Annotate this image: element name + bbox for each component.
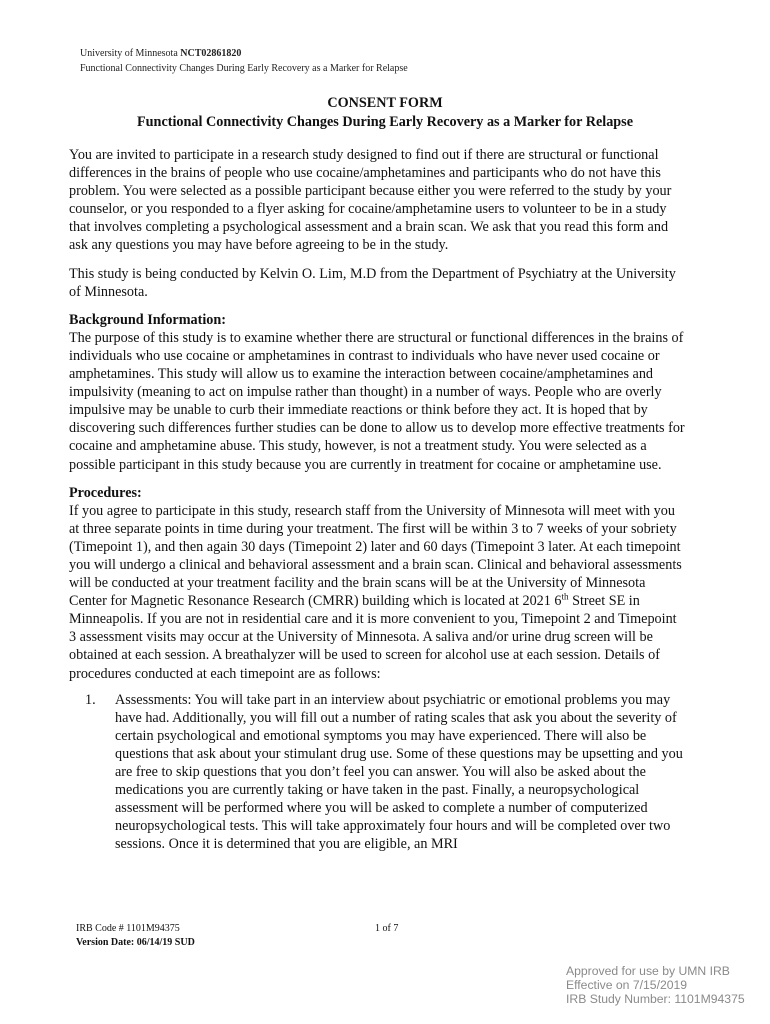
stamp-line-1: Approved for use by UMN IRB [566,964,730,978]
background-heading: Background Information: [69,311,227,328]
document-header [80,46,408,76]
irb-approval-stamp [566,964,745,1006]
list-item-number: 1. [85,691,96,708]
background-paragraph: The purpose of this study is to examine whether there are structural or functional differences in the brains of individuals who use cocaine or amphetamines in contrast to individuals who have never used cocaine or amphetamines. This study will allow us to examine the interaction between cocaine/amphetamines and impulsivity (meaning to act on impulse rather than thought) in a number of ways. People who are overly impulsive may be unable to curb their immediate reactions or think before they act. It is hoped that by discovering such differences further studies can be done to allow us to develop more effective treatments for cocaine and amphetamine abuse. This study, however, is not a treatment study. You were selected as a possible participant in this study because you are currently in treatment for cocaine or amphetamine use. [69,329,685,473]
footer-version-date: Version Date: 06/14/19 SUD [76,937,195,948]
list-item-text: Assessments: You will take part in an interview about psychiatric or emotional problems you may have had. Additionally, you will fill out a number of rating scales that ask you about the severity of certain psychological and emotional symptoms you may have experienced. There will also be questions that ask about your stimulant drug use. Some of these questions may be upsetting and you are free to skip questions that you don’t feel you can answer. You will also be asked about the medications you are currently taking or have taken in the past. Finally, a neuropsychological assessment will be performed where you will be asked to complete a number of computerized neuropsychological tests. This will take approximately four hours and will be completed over two sessions. Once it is determined that you are eligible, an MRI [115,691,683,853]
ordinal-superscript: th [561,591,569,602]
procedures-heading: Procedures: [69,484,142,501]
procedures-text-after: Street SE in Minneapolis. If you are not in residential care and it is more convenient to you, Timepoint 2 and Timepoint 3 assessment visits may occur at the University of Minnesota. A saliva and/or urine drug screen will be obtained at each session. A breathalyzer will be used to screen for alcohol use at each session. Details of procedures conducted at each timepoint are as follows: [69,593,677,682]
stamp-line-3: IRB Study Number: 1101M94375 [566,992,745,1006]
header-line-2: Functional Connectivity Changes During Early Recovery as a Marker for Relapse [80,63,408,74]
stamp-line-2: Effective on 7/15/2019 [566,978,688,992]
intro-paragraph-1: You are invited to participate in a research study designed to find out if there are structural or functional differences in the brains of people who use cocaine/amphetamines and participants who do not have this problem. You were selected as a possible participant because either you were referred to the study by your counselor, or you responded to a flyer asking for cocaine/amphetamine users to volunteer to be in a study that involves completing a psychological assessment and a brain scan. We ask that you read this form and ask any questions you may have before agreeing to be in the study. [69,147,672,254]
form-title: CONSENT FORM [327,95,443,111]
procedures-list [69,691,685,854]
header-line-1 [80,46,408,61]
intro-paragraph-2: This study is being conducted by Kelvin O. Lim, M.D from the Department of Psychiatry at the University of Minnesota. [69,265,676,300]
study-title: Functional Connectivity Changes During Early Recovery as a Marker for Relapse [137,114,633,130]
list-item [69,691,685,854]
header-institution: University of Minnesota [80,48,178,59]
footer-irb-info [76,922,195,950]
footer-irb-code: IRB Code # 1101M94375 [76,923,180,934]
title-block [0,94,770,132]
document-body [69,146,685,853]
header-trial-id: NCT02861820 [180,48,242,59]
procedures-text-before: If you agree to participate in this study, research staff from the University of Minnesota will meet with you at three separate points in time during your treatment. The first will be within 3 to 7 weeks of your sobriety (Timepoint 1), and then again 30 days (Timepoint 2) later and 60 days (Timepoint 3 later. At each timepoint you will undergo a clinical and behavioral assessment and a brain scan. Clinical and behavioral assessments will be conducted at your treatment facility and the brain scans will be at the University of Minnesota Center for Magnetic Resonance Research (CMRR) building which is located at 2021 6 [69,502,682,610]
page-number: 1 of 7 [375,923,399,934]
procedures-paragraph [69,502,685,683]
